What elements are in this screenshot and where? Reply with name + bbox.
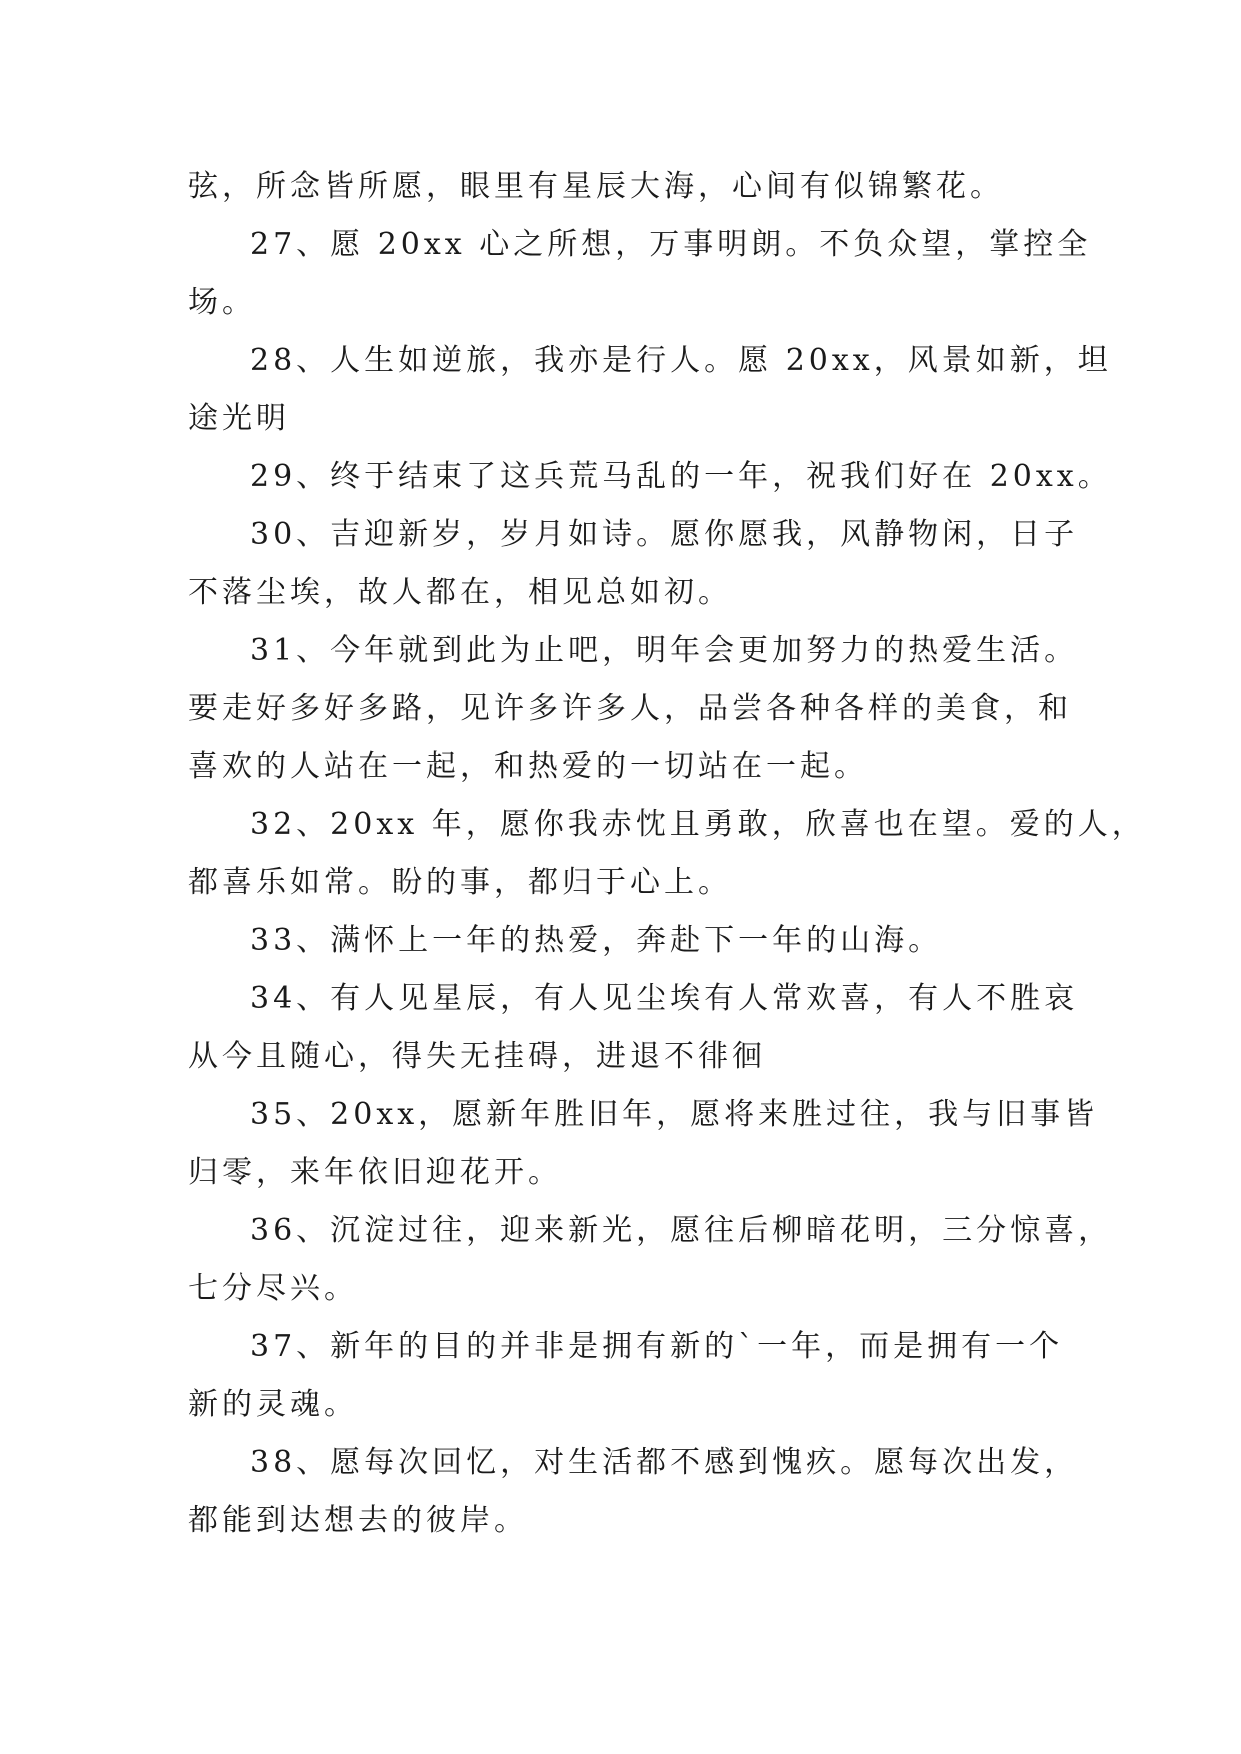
paragraph-line: 27、愿 20xx 心之所想，万事明朗。不负众望，掌控全 <box>250 227 1092 262</box>
paragraph-line: 35、20xx，愿新年胜旧年，愿将来胜过往，我与旧事皆 <box>250 1097 1099 1132</box>
paragraph-line: 都喜乐如常。盼的事，都归于心上。 <box>188 865 732 900</box>
paragraph-line: 场。 <box>188 285 256 320</box>
paragraph-line: 要走好多好多路，见许多许多人，品尝各种各样的美食，和 <box>188 691 1072 726</box>
paragraph-line: 不落尘埃，故人都在，相见总如初。 <box>188 575 732 610</box>
paragraph-line: 36、沉淀过往，迎来新光，愿往后柳暗花明，三分惊喜， <box>250 1213 1113 1248</box>
paragraph-line: 28、人生如逆旅，我亦是行人。愿 20xx，风景如新，坦 <box>250 343 1112 378</box>
paragraph-line: 从今且随心，得失无挂碍，进退不徘徊 <box>188 1039 766 1074</box>
paragraph-line: 31、今年就到此为止吧，明年会更加努力的热爱生活。 <box>250 633 1079 668</box>
paragraph-line: 34、有人见星辰，有人见尘埃有人常欢喜，有人不胜哀 <box>250 981 1079 1016</box>
paragraph-line: 33、满怀上一年的热爱，奔赴下一年的山海。 <box>250 923 943 958</box>
paragraph-line: 归零，来年依旧迎花开。 <box>188 1155 562 1190</box>
paragraph-line: 喜欢的人站在一起，和热爱的一切站在一起。 <box>188 749 868 784</box>
paragraph-line: 七分尽兴。 <box>188 1271 358 1306</box>
paragraph-line: 新的灵魂。 <box>188 1387 358 1422</box>
paragraph-line: 29、终于结束了这兵荒马乱的一年，祝我们好在 20xx。 <box>250 459 1112 494</box>
paragraph-line: 38、愿每次回忆，对生活都不感到愧疚。愿每次出发， <box>250 1445 1079 1480</box>
paragraph-line: 都能到达想去的彼岸。 <box>188 1503 528 1538</box>
paragraph-line: 途光明 <box>188 401 290 436</box>
paragraph-line: 37、新年的目的并非是拥有新的`一年，而是拥有一个 <box>250 1329 1064 1364</box>
document-body <box>188 158 1146 1550</box>
paragraph-line: 30、吉迎新岁，岁月如诗。愿你愿我，风静物闲，日子 <box>250 517 1079 552</box>
paragraph-line: 32、20xx 年，愿你我赤忱且勇敢，欣喜也在望。爱的人， <box>250 807 1146 842</box>
paragraph-line: 弦，所念皆所愿，眼里有星辰大海，心间有似锦繁花。 <box>188 169 1004 204</box>
